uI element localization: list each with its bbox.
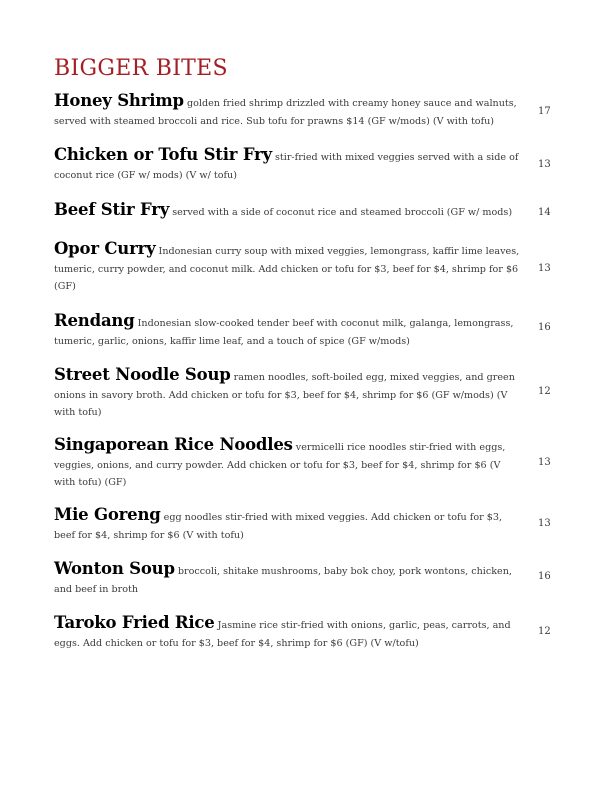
- item-description: egg noodles stir-fried with mixed veggies. Add chicken or tofu for $3, beef for $4, shrimp for $6 (V with tofu): [54, 512, 502, 541]
- menu-item-street-noodle-soup: [54, 366, 524, 422]
- item-name: Opor Curry: [54, 239, 156, 258]
- item-price: 16: [538, 571, 551, 582]
- item-price: 13: [538, 518, 551, 529]
- item-description: Indonesian curry soup with mixed veggies, lemongrass, kaffir lime leaves, tumeric, curry powder, and coconut milk. Add chicken or tofu for $3, beef for $4, shrimp for $6 (GF): [54, 246, 520, 292]
- item-description: Indonesian slow-cooked tender beef with coconut milk, galanga, lemongrass, tumeric, garlic, onions, kaffir lime leaf, and a touch of spice (GF w/mods): [54, 318, 514, 347]
- item-description: ramen noodles, soft-boiled egg, mixed veggies, and green onions in savory broth. Add chicken or tofu for $3, beef for $4, shrimp for $6 (GF w/mods) (V with tofu): [54, 372, 515, 418]
- item-name: Taroko Fried Rice: [54, 613, 215, 632]
- item-price: 12: [538, 626, 551, 637]
- item-price: 12: [538, 386, 551, 397]
- menu-item-beef-stir-fry: [54, 201, 524, 222]
- item-description: served with a side of coconut rice and steamed broccoli (GF w/ mods): [172, 207, 513, 218]
- item-price: 16: [538, 322, 551, 333]
- item-description: vermicelli rice noodles stir-fried with eggs, veggies, onions, and curry powder. Add chicken or tofu for $3, beef for $4, shrimp for $6 (V with tofu) (GF): [54, 442, 506, 488]
- menu-item-mie-goreng: [54, 506, 524, 544]
- item-name: Beef Stir Fry: [54, 200, 170, 219]
- menu-item-honey-shrimp: [54, 92, 524, 130]
- item-price: 14: [538, 207, 551, 218]
- menu-item-singaporean-rice-noodles: [54, 436, 524, 492]
- menu-item-opor-curry: [54, 240, 524, 296]
- item-description: golden fried shrimp drizzled with creamy honey sauce and walnuts, served with steamed broccoli and rice. Sub tofu for prawns $14 (GF w/mods) (V with tofu): [54, 98, 517, 127]
- menu-item-taroko-fried-rice: [54, 614, 524, 652]
- item-description: Jasmine rice stir-fried with onions, garlic, peas, carrots, and eggs. Add chicken or tofu for $3, beef for $4, shrimp for $6 (GF) (V w/tofu): [54, 620, 511, 649]
- item-name: Chicken or Tofu Stir Fry: [54, 145, 272, 164]
- item-price: 17: [538, 106, 551, 117]
- item-name: Rendang: [54, 311, 135, 330]
- item-description: broccoli, shitake mushrooms, baby bok choy, pork wontons, chicken, and beef in broth: [54, 566, 512, 595]
- item-price: 13: [538, 159, 551, 170]
- item-price: 13: [538, 263, 551, 274]
- item-name: Honey Shrimp: [54, 91, 184, 110]
- item-description: stir-fried with mixed veggies served with a side of coconut rice (GF w/ mods) (V w/ tofu): [54, 152, 519, 181]
- menu-item-chicken-tofu-stir-fry: [54, 146, 524, 184]
- item-name: Mie Goreng: [54, 505, 161, 524]
- section-title: BIGGER BITES: [54, 56, 228, 81]
- menu-item-wonton-soup: [54, 560, 524, 598]
- menu-item-rendang: [54, 312, 524, 350]
- item-name: Wonton Soup: [54, 559, 175, 578]
- item-name: Street Noodle Soup: [54, 365, 231, 384]
- item-name: Singaporean Rice Noodles: [54, 435, 293, 454]
- item-price: 13: [538, 457, 551, 468]
